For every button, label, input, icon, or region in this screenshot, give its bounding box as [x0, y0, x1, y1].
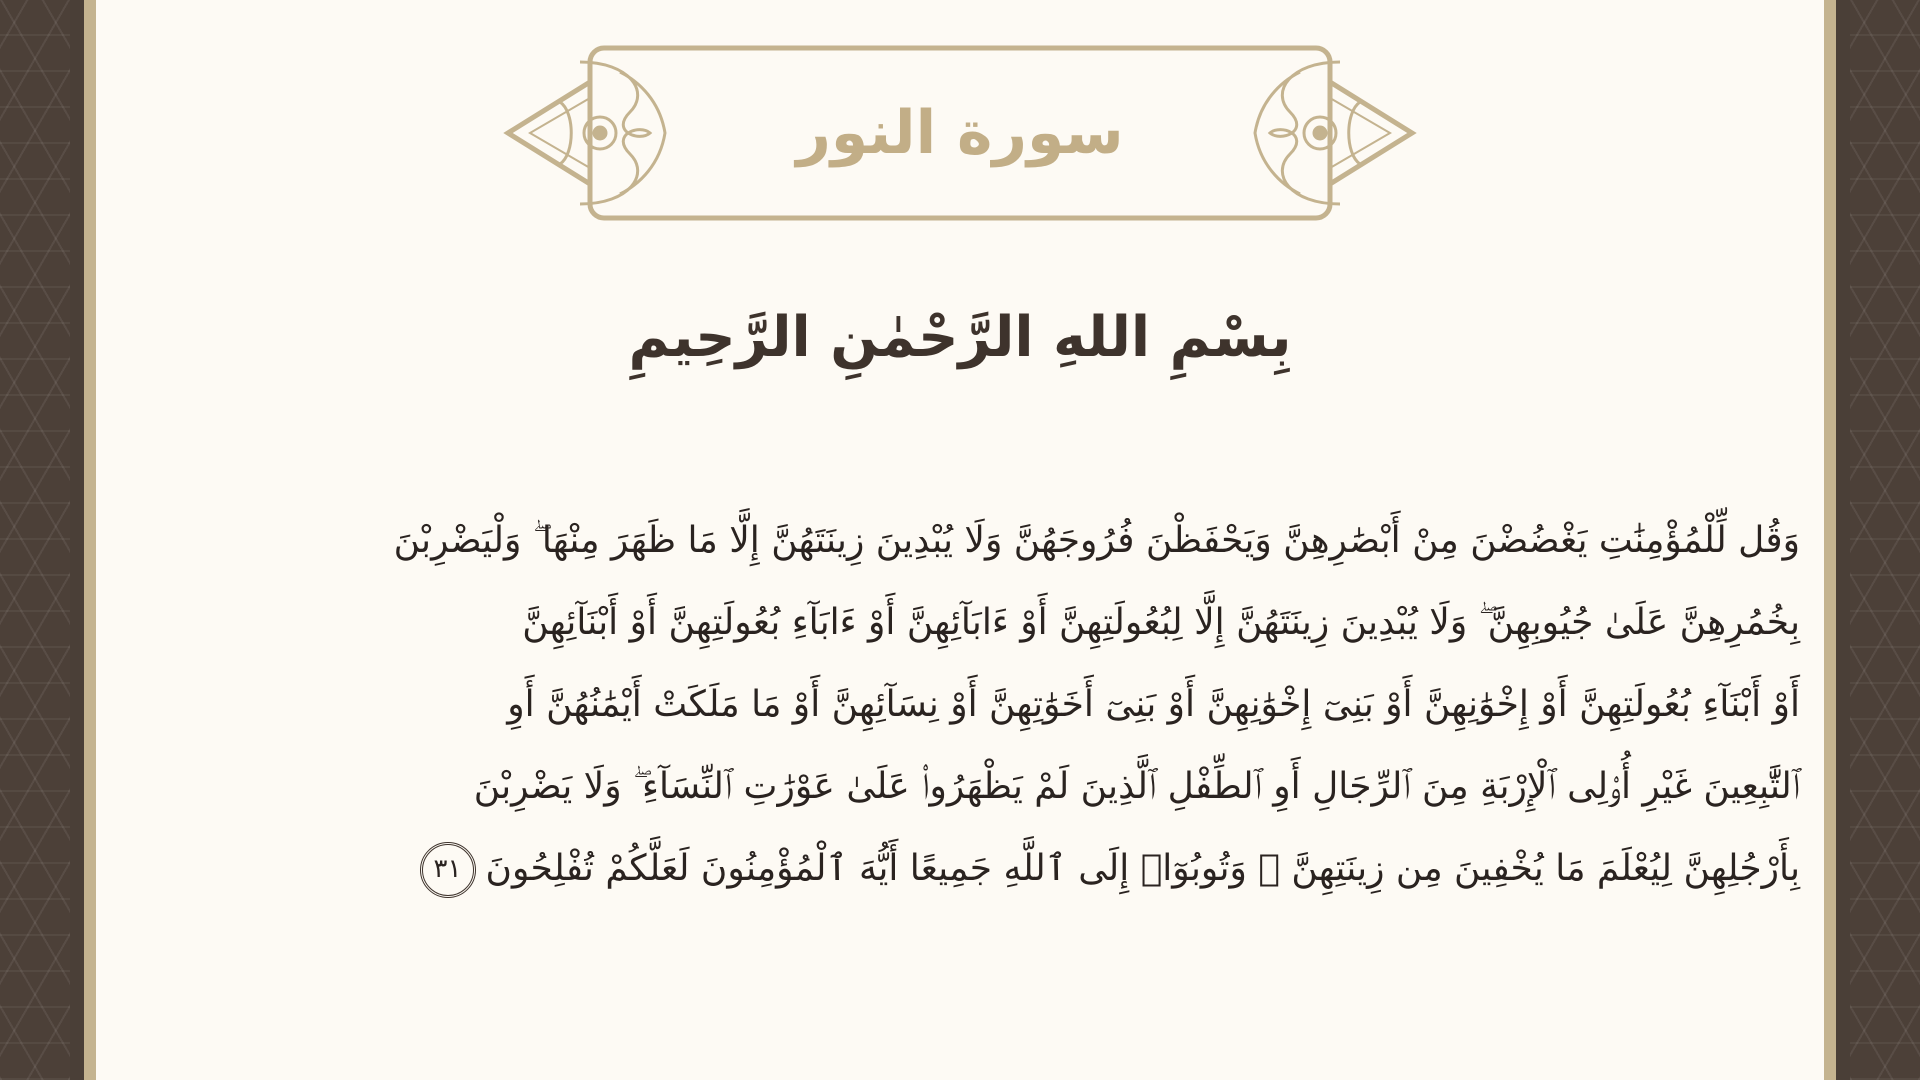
- verse-line-text: بِأَرْجُلِهِنَّ لِيُعْلَمَ مَا يُخْفِينَ مِن زِينَتِهِنَّ ۚ وَتُوبُوٓا۟ إِلَى ٱللَّهِ جَمِيعًا أَيُّهَ ٱلْمُؤْمِنُونَ لَعَلَّكُمْ تُفْلِحُونَ: [485, 848, 1800, 889]
- right-gold-rule: [1824, 0, 1836, 1080]
- verse-line: وَقُل لِّلْمُؤْمِنَٰتِ يَغْضُضْنَ مِنْ أَبْصَٰرِهِنَّ وَيَحْفَظْنَ فُرُوجَهُنَّ وَلَا يُبْدِينَ زِينَتَهُنَّ إِلَّا مَا ظَهَرَ مِنْهَا ۖ وَلْيَضْرِبْنَ: [393, 520, 1800, 561]
- surah-title-cartouche: [500, 42, 1420, 224]
- left-pattern-border: [0, 0, 70, 1080]
- verse-line-last: [170, 828, 1800, 910]
- basmala-calligraphy: بِسْمِ اللهِ الرَّحْمٰنِ الرَّحِيمِ: [628, 304, 1292, 370]
- verse-text: [170, 500, 1800, 910]
- verse-line: بِخُمُرِهِنَّ عَلَىٰ جُيُوبِهِنَّ ۖ وَلَا يُبْدِينَ زِينَتَهُنَّ إِلَّا لِبُعُولَتِهِنَّ أَوْ ءَابَآئِهِنَّ أَوْ ءَابَآءِ بُعُولَتِهِنَّ أَوْ أَبْنَآئِهِنَّ: [522, 602, 1800, 643]
- left-gold-rule: [84, 0, 96, 1080]
- surah-title: سورة النور: [796, 98, 1124, 168]
- verse-line: ٱلتَّٰبِعِينَ غَيْرِ أُو۟لِى ٱلْإِرْبَةِ مِنَ ٱلرِّجَالِ أَوِ ٱلطِّفْلِ ٱلَّذِينَ لَمْ يَظْهَرُوا۟ عَلَىٰ عَوْرَٰتِ ٱلنِّسَآءِ ۖ وَلَا يَضْرِبْنَ: [473, 766, 1800, 807]
- ayah-number-marker: ٣١: [420, 842, 476, 898]
- verse-line: أَوْ أَبْنَآءِ بُعُولَتِهِنَّ أَوْ إِخْوَٰنِهِنَّ أَوْ بَنِىٓ إِخْوَٰنِهِنَّ أَوْ بَنِىٓ أَخَوَٰتِهِنَّ أَوْ نِسَآئِهِنَّ أَوْ مَا مَلَكَتْ أَيْمَٰنُهُنَّ أَوِ: [507, 684, 1800, 725]
- right-pattern-border: [1850, 0, 1920, 1080]
